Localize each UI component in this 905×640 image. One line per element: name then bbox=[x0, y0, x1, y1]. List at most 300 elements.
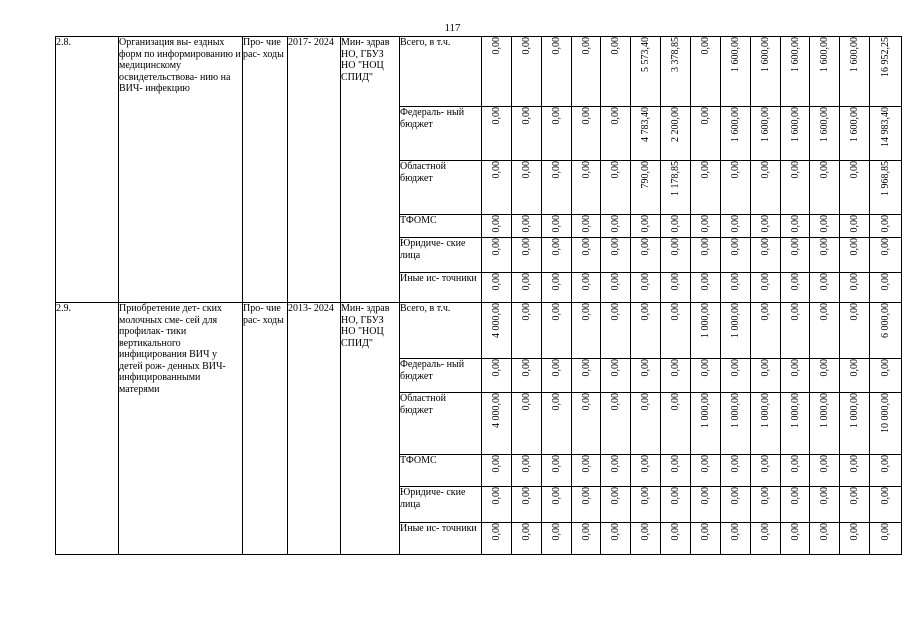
amount-value: 0,00 bbox=[700, 523, 711, 541]
funding-source: Областной бюджет bbox=[400, 393, 482, 455]
amount-cell bbox=[661, 37, 691, 107]
amount-value: 0,00 bbox=[760, 455, 771, 473]
funding-source: ТФОМС bbox=[400, 215, 482, 238]
amount-cell bbox=[810, 359, 840, 393]
item-number: 2.8. bbox=[56, 37, 119, 303]
amount-value: 0,00 bbox=[580, 37, 592, 55]
amount-value: 0,00 bbox=[521, 487, 532, 505]
amount-value: 0,00 bbox=[819, 215, 830, 233]
amount-cell bbox=[751, 393, 781, 455]
amount-value: 0,00 bbox=[700, 273, 711, 291]
amount-value: 0,00 bbox=[551, 161, 562, 179]
amount-value: 0,00 bbox=[551, 273, 562, 291]
amount-cell bbox=[870, 523, 902, 555]
amount-value: 0,00 bbox=[849, 523, 860, 541]
amount-value: 0,00 bbox=[700, 455, 711, 473]
amount-value: 0,00 bbox=[551, 393, 562, 411]
amount-value: 0,00 bbox=[521, 238, 532, 256]
amount-value: 1 000,00 bbox=[819, 393, 830, 428]
amount-cell bbox=[840, 393, 870, 455]
amount-cell bbox=[482, 37, 512, 107]
amount-cell bbox=[751, 523, 781, 555]
amount-cell bbox=[572, 487, 601, 523]
amount-value: 0,00 bbox=[880, 523, 891, 541]
amount-cell bbox=[661, 303, 691, 359]
amount-cell bbox=[751, 37, 781, 107]
amount-value: 0,00 bbox=[610, 161, 621, 179]
amount-cell bbox=[631, 273, 661, 303]
amount-cell bbox=[721, 238, 751, 273]
amount-value: 0,00 bbox=[700, 107, 711, 125]
amount-value: 0,00 bbox=[610, 107, 621, 125]
amount-cell bbox=[601, 303, 631, 359]
amount-cell bbox=[810, 37, 840, 107]
page-number: 117 bbox=[444, 22, 461, 34]
amount-value: 0,00 bbox=[521, 359, 532, 377]
executor: Мин- здрав НО, ГБУЗ НО "НОЦ СПИД" bbox=[341, 37, 400, 303]
amount-cell bbox=[572, 455, 601, 487]
amount-value: 0,00 bbox=[491, 487, 502, 505]
amount-cell bbox=[810, 273, 840, 303]
amount-value: 0,00 bbox=[580, 359, 592, 377]
amount-value: 0,00 bbox=[521, 273, 532, 291]
amount-cell bbox=[512, 303, 542, 359]
amount-value: 790,00 bbox=[640, 161, 651, 189]
amount-cell bbox=[482, 523, 512, 555]
amount-value: 0,00 bbox=[789, 359, 801, 377]
amount-cell bbox=[482, 161, 512, 215]
funding-source: Иные ис- точники bbox=[400, 523, 482, 555]
amount-cell bbox=[601, 161, 631, 215]
amount-value: 1 600,00 bbox=[789, 37, 801, 72]
amount-value: 0,00 bbox=[551, 37, 562, 55]
amount-cell bbox=[542, 215, 572, 238]
amount-cell bbox=[661, 487, 691, 523]
amount-value: 0,00 bbox=[580, 273, 592, 291]
amount-cell bbox=[840, 455, 870, 487]
amount-cell bbox=[482, 215, 512, 238]
amount-cell bbox=[542, 161, 572, 215]
amount-cell bbox=[840, 37, 870, 107]
amount-cell bbox=[751, 273, 781, 303]
amount-cell bbox=[601, 393, 631, 455]
amount-value: 0,00 bbox=[880, 487, 891, 505]
amount-value: 0,00 bbox=[640, 273, 651, 291]
amount-cell bbox=[542, 393, 572, 455]
amount-value: 0,00 bbox=[640, 393, 651, 411]
amount-cell bbox=[870, 487, 902, 523]
amount-cell bbox=[781, 303, 810, 359]
amount-cell bbox=[542, 455, 572, 487]
amount-cell bbox=[482, 303, 512, 359]
amount-value: 1 600,00 bbox=[849, 37, 860, 72]
amount-cell bbox=[781, 238, 810, 273]
amount-cell bbox=[691, 273, 721, 303]
period: 2017- 2024 bbox=[288, 37, 341, 303]
amount-value: 0,00 bbox=[610, 523, 621, 541]
amount-cell bbox=[781, 37, 810, 107]
amount-value: 0,00 bbox=[789, 273, 801, 291]
amount-value: 0,00 bbox=[880, 359, 891, 377]
amount-cell bbox=[661, 523, 691, 555]
amount-value: 0,00 bbox=[610, 487, 621, 505]
amount-value: 0,00 bbox=[640, 487, 651, 505]
amount-value: 0,00 bbox=[610, 215, 621, 233]
item-name: Организация вы- ездных форм по информированию и медицинскому освидетельствова- нию на ВИЧ- инфекцию bbox=[119, 37, 243, 303]
funding-source: Юридиче- ские лица bbox=[400, 487, 482, 523]
amount-value: 0,00 bbox=[849, 273, 860, 291]
item-number: 2.9. bbox=[56, 303, 119, 555]
amount-cell bbox=[572, 107, 601, 161]
amount-value: 1 600,00 bbox=[760, 37, 771, 72]
amount-value: 0,00 bbox=[521, 393, 532, 411]
amount-value: 0,00 bbox=[580, 393, 592, 411]
amount-cell bbox=[751, 107, 781, 161]
amount-cell bbox=[631, 215, 661, 238]
amount-cell bbox=[572, 303, 601, 359]
amount-cell bbox=[721, 303, 751, 359]
amount-value: 0,00 bbox=[760, 238, 771, 256]
amount-cell bbox=[840, 215, 870, 238]
amount-value: 0,00 bbox=[700, 359, 711, 377]
amount-value: 0,00 bbox=[819, 523, 830, 541]
amount-cell bbox=[721, 487, 751, 523]
amount-cell bbox=[661, 238, 691, 273]
amount-cell bbox=[721, 273, 751, 303]
amount-value: 0,00 bbox=[730, 238, 741, 256]
amount-value: 0,00 bbox=[789, 215, 801, 233]
amount-value: 0,00 bbox=[491, 273, 502, 291]
amount-value: 4 000,00 bbox=[491, 303, 502, 338]
amount-value: 0,00 bbox=[849, 215, 860, 233]
amount-value: 0,00 bbox=[491, 455, 502, 473]
amount-value: 0,00 bbox=[670, 359, 681, 377]
amount-value: 1 000,00 bbox=[760, 393, 771, 428]
funding-source: Иные ис- точники bbox=[400, 273, 482, 303]
amount-cell bbox=[482, 107, 512, 161]
amount-cell bbox=[601, 37, 631, 107]
amount-value: 0,00 bbox=[610, 238, 621, 256]
amount-value: 0,00 bbox=[670, 273, 681, 291]
amount-cell bbox=[661, 455, 691, 487]
amount-cell bbox=[661, 215, 691, 238]
amount-value: 0,00 bbox=[880, 238, 891, 256]
amount-value: 0,00 bbox=[760, 359, 771, 377]
amount-value: 0,00 bbox=[640, 303, 651, 321]
amount-value: 0,00 bbox=[849, 161, 860, 179]
amount-cell bbox=[810, 161, 840, 215]
funding-source: Всего, в т.ч. bbox=[400, 37, 482, 107]
amount-cell bbox=[810, 107, 840, 161]
amount-value: 0,00 bbox=[880, 455, 891, 473]
amount-cell bbox=[751, 455, 781, 487]
amount-value: 0,00 bbox=[849, 487, 860, 505]
amount-cell bbox=[781, 393, 810, 455]
amount-cell bbox=[721, 161, 751, 215]
amount-cell bbox=[631, 303, 661, 359]
amount-value: 0,00 bbox=[789, 238, 801, 256]
amount-cell bbox=[631, 393, 661, 455]
amount-cell bbox=[781, 523, 810, 555]
amount-cell bbox=[870, 303, 902, 359]
amount-cell bbox=[631, 37, 661, 107]
amount-cell bbox=[721, 393, 751, 455]
amount-value: 0,00 bbox=[700, 238, 711, 256]
funding-source: Федераль- ный бюджет bbox=[400, 359, 482, 393]
amount-value: 0,00 bbox=[610, 303, 621, 321]
amount-cell bbox=[721, 359, 751, 393]
amount-value: 1 968,85 bbox=[880, 161, 891, 196]
amount-cell bbox=[840, 238, 870, 273]
amount-value: 0,00 bbox=[521, 37, 532, 55]
amount-value: 0,00 bbox=[730, 273, 741, 291]
amount-cell bbox=[482, 455, 512, 487]
amount-cell bbox=[870, 161, 902, 215]
amount-cell bbox=[781, 161, 810, 215]
amount-cell bbox=[691, 359, 721, 393]
amount-value: 0,00 bbox=[580, 303, 592, 321]
amount-value: 0,00 bbox=[760, 487, 771, 505]
amount-cell bbox=[721, 215, 751, 238]
amount-value: 0,00 bbox=[819, 273, 830, 291]
amount-cell bbox=[512, 359, 542, 393]
amount-cell bbox=[542, 107, 572, 161]
amount-value: 1 000,00 bbox=[789, 393, 801, 428]
amount-cell bbox=[661, 393, 691, 455]
expense-type: Про- чие рас- ходы bbox=[243, 303, 288, 555]
funding-source: Юридиче- ские лица bbox=[400, 238, 482, 273]
amount-cell bbox=[870, 273, 902, 303]
funding-source: ТФОМС bbox=[400, 455, 482, 487]
amount-value: 0,00 bbox=[610, 393, 621, 411]
amount-cell bbox=[512, 455, 542, 487]
amount-cell bbox=[781, 487, 810, 523]
amount-cell bbox=[512, 523, 542, 555]
amount-cell bbox=[482, 359, 512, 393]
amount-cell bbox=[572, 273, 601, 303]
amount-cell bbox=[631, 359, 661, 393]
amount-cell bbox=[572, 37, 601, 107]
amount-value: 0,00 bbox=[819, 359, 830, 377]
amount-value: 0,00 bbox=[580, 487, 592, 505]
amount-cell bbox=[751, 487, 781, 523]
amount-value: 0,00 bbox=[760, 303, 771, 321]
amount-cell bbox=[572, 238, 601, 273]
amount-cell bbox=[840, 523, 870, 555]
amount-value: 0,00 bbox=[491, 161, 502, 179]
amount-cell bbox=[810, 455, 840, 487]
amount-value: 0,00 bbox=[521, 161, 532, 179]
amount-cell bbox=[572, 359, 601, 393]
amount-cell bbox=[661, 359, 691, 393]
amount-value: 4 783,40 bbox=[640, 107, 651, 142]
amount-value: 0,00 bbox=[491, 107, 502, 125]
amount-value: 0,00 bbox=[880, 215, 891, 233]
amount-value: 0,00 bbox=[670, 303, 681, 321]
amount-value: 0,00 bbox=[760, 215, 771, 233]
amount-cell bbox=[691, 523, 721, 555]
amount-value: 0,00 bbox=[730, 215, 741, 233]
amount-cell bbox=[512, 393, 542, 455]
amount-cell bbox=[661, 107, 691, 161]
amount-value: 0,00 bbox=[491, 359, 502, 377]
amount-value: 0,00 bbox=[521, 523, 532, 541]
amount-cell bbox=[721, 523, 751, 555]
budget-table bbox=[55, 36, 902, 555]
amount-value: 2 200,00 bbox=[670, 107, 681, 142]
amount-value: 0,00 bbox=[849, 455, 860, 473]
amount-cell bbox=[542, 487, 572, 523]
amount-cell bbox=[601, 359, 631, 393]
amount-value: 1 600,00 bbox=[730, 107, 741, 142]
amount-value: 0,00 bbox=[610, 455, 621, 473]
funding-source: Федераль- ный бюджет bbox=[400, 107, 482, 161]
amount-value: 0,00 bbox=[819, 487, 830, 505]
amount-cell bbox=[810, 215, 840, 238]
amount-cell bbox=[542, 359, 572, 393]
amount-cell bbox=[840, 487, 870, 523]
amount-value: 5 573,40 bbox=[640, 37, 651, 72]
amount-value: 0,00 bbox=[551, 359, 562, 377]
amount-value: 0,00 bbox=[521, 107, 532, 125]
amount-cell bbox=[512, 487, 542, 523]
amount-cell bbox=[482, 393, 512, 455]
amount-cell bbox=[661, 161, 691, 215]
amount-cell bbox=[691, 161, 721, 215]
amount-cell bbox=[810, 303, 840, 359]
amount-cell bbox=[781, 107, 810, 161]
amount-cell bbox=[631, 523, 661, 555]
amount-cell bbox=[751, 238, 781, 273]
amount-value: 0,00 bbox=[610, 273, 621, 291]
amount-cell bbox=[810, 393, 840, 455]
amount-cell bbox=[870, 215, 902, 238]
amount-cell bbox=[512, 107, 542, 161]
amount-cell bbox=[601, 238, 631, 273]
amount-cell bbox=[691, 37, 721, 107]
amount-value: 0,00 bbox=[880, 273, 891, 291]
amount-cell bbox=[721, 455, 751, 487]
amount-cell bbox=[512, 161, 542, 215]
amount-cell bbox=[512, 215, 542, 238]
amount-cell bbox=[691, 393, 721, 455]
amount-value: 0,00 bbox=[491, 523, 502, 541]
funding-source: Областной бюджет bbox=[400, 161, 482, 215]
item-name: Приобретение дет- ских молочных сме- сей для профилак- тики вертикального инфицирования ВИЧ у детей рож- денных ВИЧ- инфицированными матерями bbox=[119, 303, 243, 555]
amount-value: 0,00 bbox=[491, 238, 502, 256]
amount-value: 0,00 bbox=[819, 161, 830, 179]
executor: Мин- здрав НО, ГБУЗ НО "НОЦ СПИД" bbox=[341, 303, 400, 555]
amount-value: 0,00 bbox=[670, 487, 681, 505]
amount-cell bbox=[751, 161, 781, 215]
amount-value: 0,00 bbox=[551, 238, 562, 256]
amount-value: 0,00 bbox=[700, 161, 711, 179]
amount-cell bbox=[870, 393, 902, 455]
amount-cell bbox=[661, 273, 691, 303]
amount-cell bbox=[810, 523, 840, 555]
amount-value: 0,00 bbox=[670, 215, 681, 233]
amount-value: 0,00 bbox=[491, 37, 502, 55]
amount-cell bbox=[840, 303, 870, 359]
amount-cell bbox=[691, 487, 721, 523]
amount-value: 0,00 bbox=[730, 455, 741, 473]
amount-value: 0,00 bbox=[580, 455, 592, 473]
amount-value: 0,00 bbox=[700, 37, 711, 55]
amount-value: 1 600,00 bbox=[849, 107, 860, 142]
amount-value: 0,00 bbox=[640, 523, 651, 541]
amount-cell bbox=[482, 238, 512, 273]
amount-cell bbox=[810, 487, 840, 523]
amount-cell bbox=[601, 455, 631, 487]
amount-value: 0,00 bbox=[610, 359, 621, 377]
amount-cell bbox=[572, 215, 601, 238]
amount-value: 0,00 bbox=[730, 487, 741, 505]
amount-value: 0,00 bbox=[670, 455, 681, 473]
amount-value: 0,00 bbox=[551, 455, 562, 473]
amount-cell bbox=[601, 523, 631, 555]
amount-cell bbox=[631, 161, 661, 215]
amount-value: 0,00 bbox=[580, 161, 592, 179]
amount-value: 10 000,00 bbox=[880, 393, 891, 433]
amount-value: 0,00 bbox=[551, 107, 562, 125]
amount-value: 0,00 bbox=[521, 303, 532, 321]
amount-value: 0,00 bbox=[819, 303, 830, 321]
amount-value: 0,00 bbox=[789, 303, 801, 321]
amount-value: 1 600,00 bbox=[819, 107, 830, 142]
amount-cell bbox=[781, 273, 810, 303]
amount-cell bbox=[691, 107, 721, 161]
amount-value: 0,00 bbox=[491, 215, 502, 233]
amount-cell bbox=[840, 273, 870, 303]
amount-value: 0,00 bbox=[580, 238, 592, 256]
amount-value: 0,00 bbox=[521, 215, 532, 233]
amount-value: 16 952,25 bbox=[880, 37, 891, 77]
amount-value: 1 600,00 bbox=[760, 107, 771, 142]
amount-cell bbox=[512, 238, 542, 273]
amount-cell bbox=[631, 487, 661, 523]
amount-value: 0,00 bbox=[580, 523, 592, 541]
amount-value: 0,00 bbox=[551, 215, 562, 233]
amount-cell bbox=[631, 107, 661, 161]
amount-value: 0,00 bbox=[849, 238, 860, 256]
amount-value: 0,00 bbox=[789, 523, 801, 541]
amount-value: 0,00 bbox=[640, 359, 651, 377]
amount-cell bbox=[482, 487, 512, 523]
amount-cell bbox=[482, 273, 512, 303]
amount-cell bbox=[542, 523, 572, 555]
amount-cell bbox=[691, 238, 721, 273]
amount-cell bbox=[781, 455, 810, 487]
amount-value: 0,00 bbox=[730, 161, 741, 179]
amount-value: 0,00 bbox=[789, 161, 801, 179]
amount-value: 1 178,85 bbox=[670, 161, 681, 196]
amount-cell bbox=[870, 455, 902, 487]
amount-value: 0,00 bbox=[640, 455, 651, 473]
amount-cell bbox=[691, 455, 721, 487]
amount-value: 0,00 bbox=[700, 487, 711, 505]
amount-value: 1 000,00 bbox=[849, 393, 860, 428]
amount-cell bbox=[542, 238, 572, 273]
amount-value: 0,00 bbox=[760, 273, 771, 291]
amount-cell bbox=[840, 107, 870, 161]
table-row bbox=[56, 303, 902, 359]
amount-value: 0,00 bbox=[760, 523, 771, 541]
amount-value: 0,00 bbox=[610, 37, 621, 55]
amount-cell bbox=[870, 238, 902, 273]
amount-cell bbox=[572, 523, 601, 555]
amount-value: 0,00 bbox=[730, 523, 741, 541]
amount-cell bbox=[870, 359, 902, 393]
